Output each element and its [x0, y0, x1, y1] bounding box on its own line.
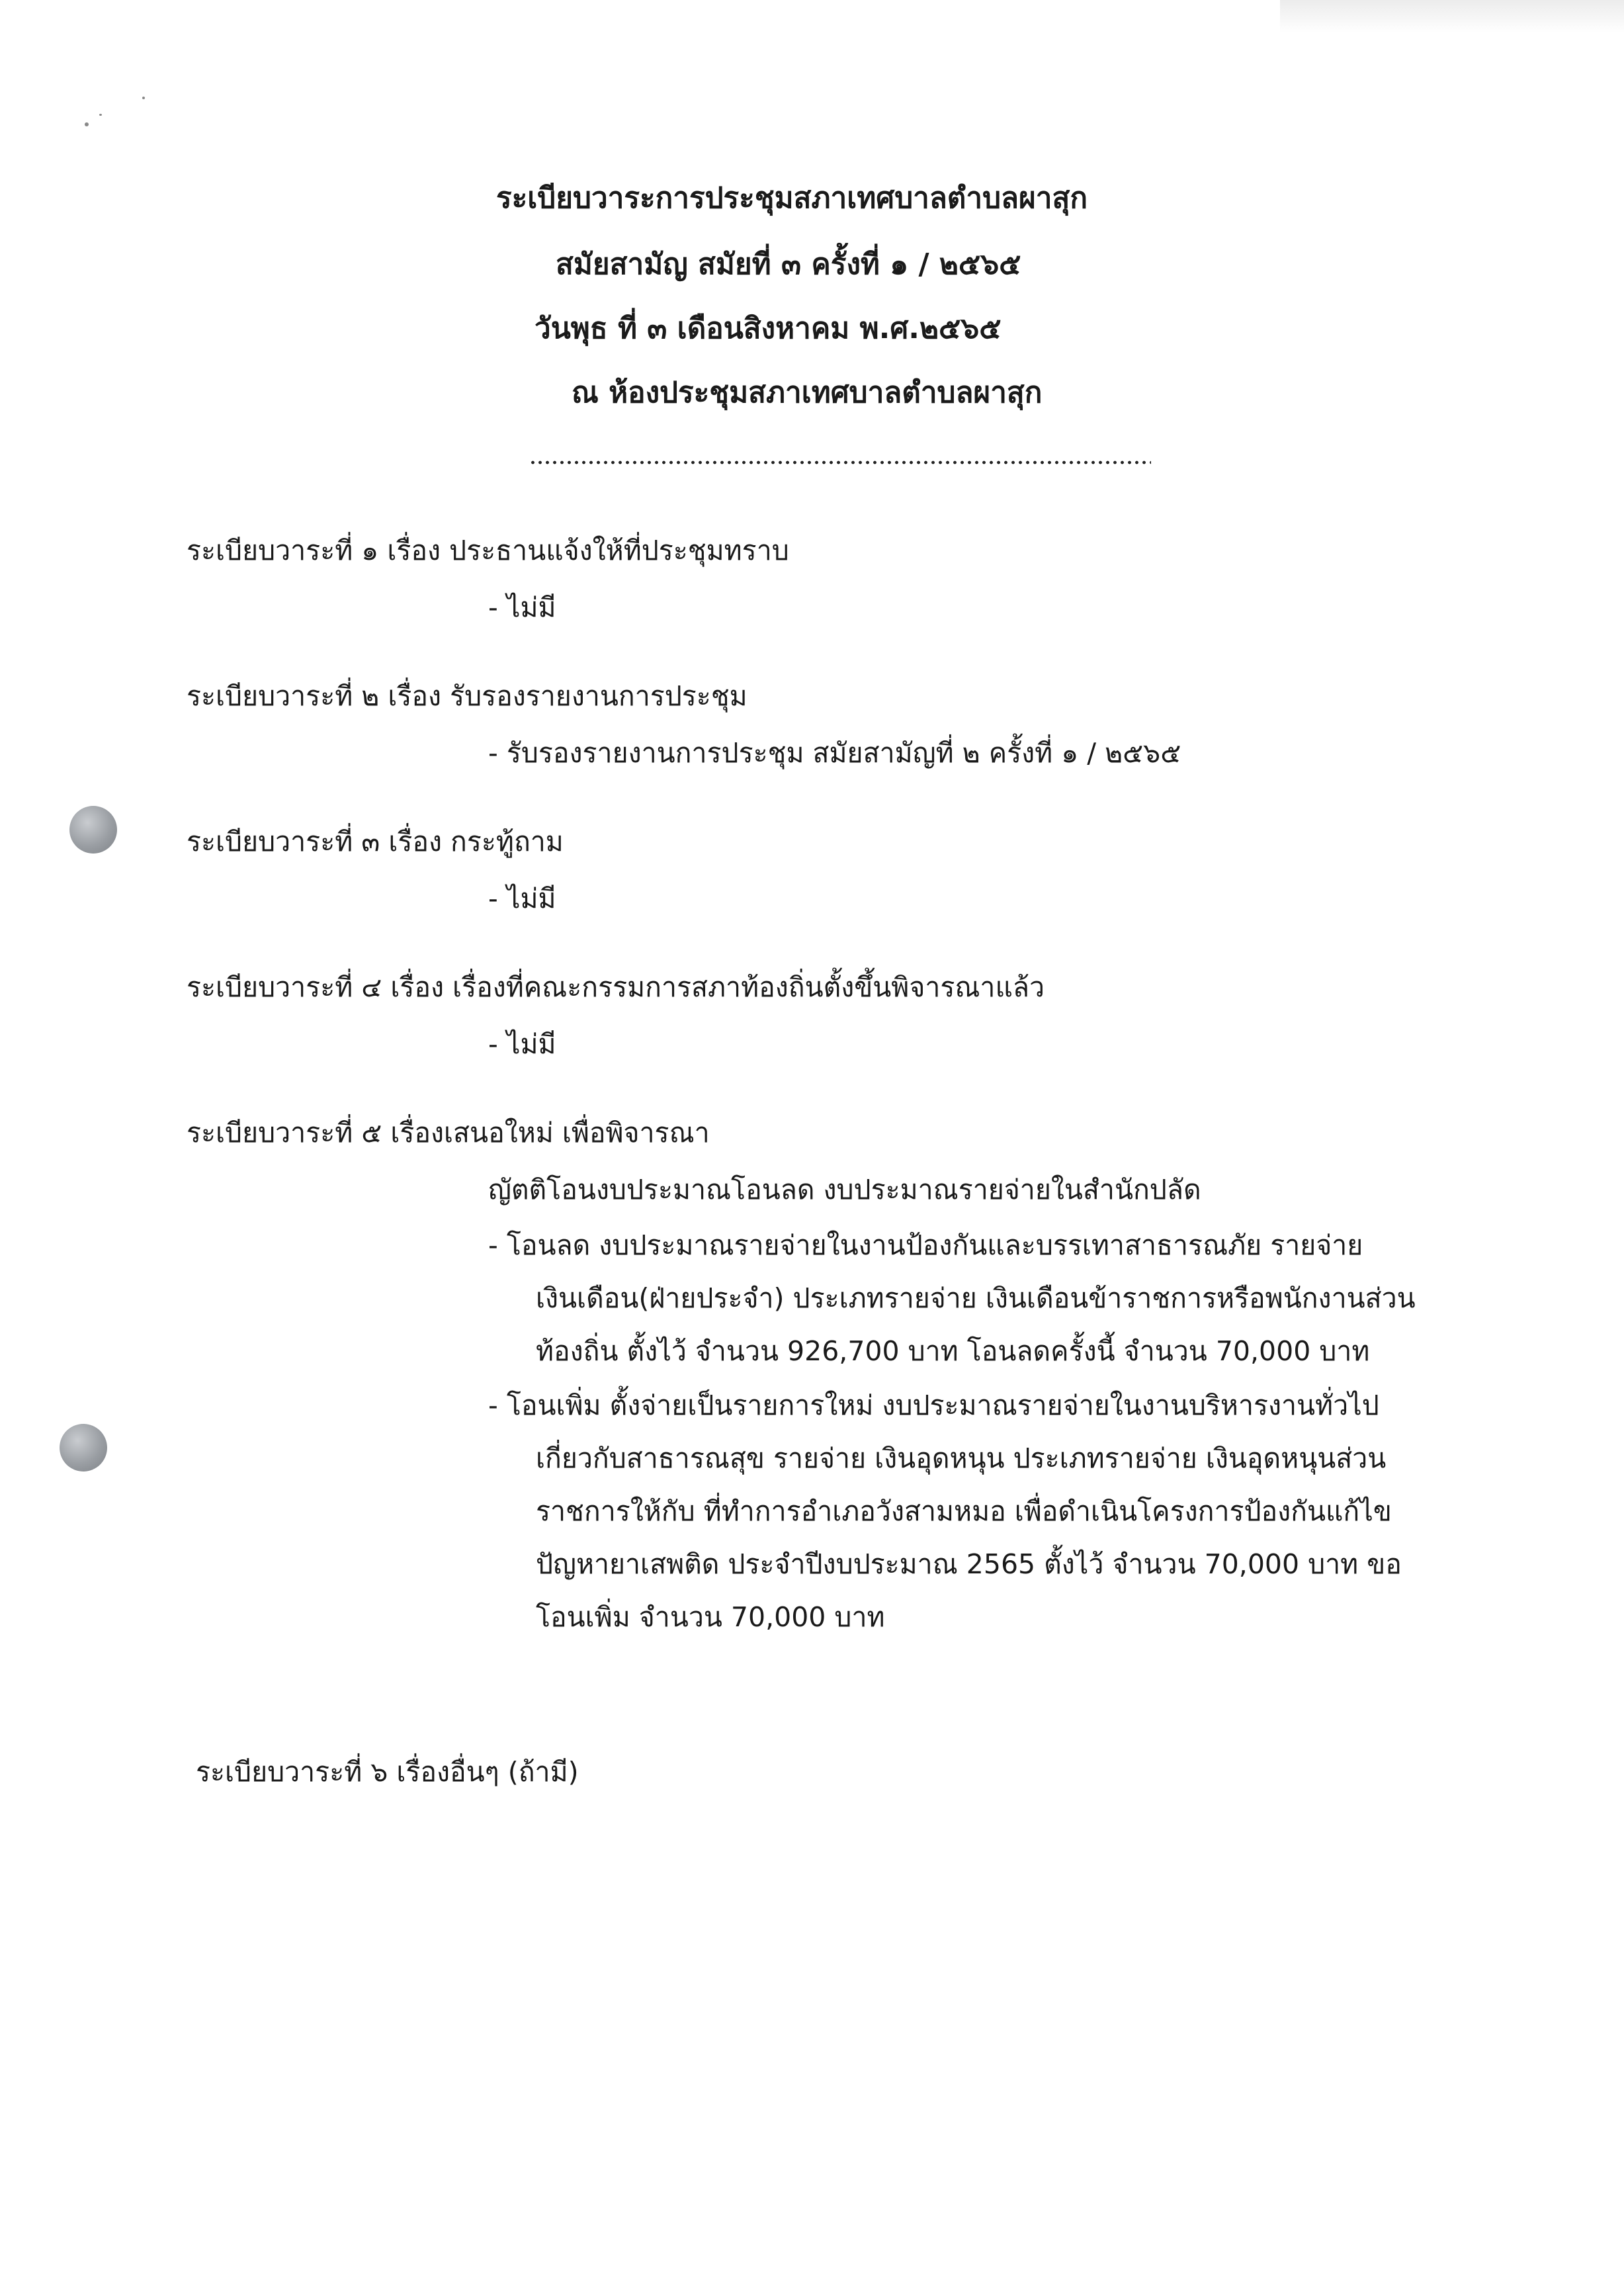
agenda-item-5-bullet-2-line-5: โอนเพิ่ม จำนวน 70,000 บาท — [536, 1601, 885, 1633]
agenda-item-5-bullet-2-line-1: - โอนเพิ่ม ตั้งจ่ายเป็นรายการใหม่ งบประมาณรายจ่ายในงานบริหารงานทั่วไป — [488, 1389, 1379, 1421]
title-line-1: ระเบียบวาระการประชุมสภาเทศบาลตำบลผาสุก — [496, 181, 1088, 215]
agenda-item-3-detail: - ไม่มี — [488, 883, 556, 914]
agenda-item-5-bullet-2-line-4: ปัญหายาเสพติด ประจำปีงบประมาณ 2565 ตั้งไว้ จำนวน 70,000 บาท ขอ — [536, 1548, 1402, 1580]
agenda-item-5-bullet-1-line-1: - โอนลด งบประมาณรายจ่ายในงานป้องกันและบรรเทาสาธารณภัย รายจ่าย — [488, 1229, 1363, 1261]
agenda-item-3-heading: ระเบียบวาระที่ ๓ เรื่อง กระทู้ถาม — [187, 826, 564, 857]
agenda-item-4-detail: - ไม่มี — [488, 1028, 556, 1060]
title-line-4: ณ ห้องประชุมสภาเทศบาลตำบลผาสุก — [572, 376, 1043, 410]
agenda-item-1-heading: ระเบียบวาระที่ ๑ เรื่อง ประธานแจ้งให้ที่ประชุมทราบ — [187, 535, 789, 566]
scan-speck — [142, 97, 145, 99]
scan-smudge — [1280, 0, 1624, 33]
agenda-item-5-bullet-2-line-2: เกี่ยวกับสาธารณสุข รายจ่าย เงินอุดหนุน ประเภทรายจ่าย เงินอุดหนุนส่วน — [536, 1442, 1387, 1474]
punch-hole-top — [69, 806, 117, 854]
agenda-item-2-detail: - รับรองรายงานการประชุม สมัยสามัญที่ ๒ ครั้งที่ ๑ / ๒๕๖๕ — [488, 737, 1181, 769]
scan-speck — [85, 122, 89, 126]
agenda-item-1-detail: - ไม่มี — [488, 592, 556, 623]
agenda-item-5-bullet-1-line-2: เงินเดือน(ฝ่ายประจำ) ประเภทรายจ่าย เงินเดือนข้าราชการหรือพนักงานส่วน — [536, 1282, 1416, 1314]
agenda-item-4-heading: ระเบียบวาระที่ ๔ เรื่อง เรื่องที่คณะกรรมการสภาท้องถิ่นตั้งขึ้นพิจารณาแล้ว — [187, 971, 1045, 1003]
agenda-item-5-heading: ระเบียบวาระที่ ๕ เรื่องเสนอใหม่ เพื่อพิจารณา — [187, 1117, 710, 1149]
title-line-3: วันพุธ ที่ ๓ เดือนสิงหาคม พ.ศ.๒๕๖๕ — [534, 312, 1002, 345]
agenda-item-2-heading: ระเบียบวาระที่ ๒ เรื่อง รับรองรายงานการประชุม — [187, 680, 748, 712]
title-line-2: สมัยสามัญ สมัยที่ ๓ ครั้งที่ ๑ / ๒๕๖๕ — [556, 247, 1021, 281]
agenda-item-5-bullet-2-line-3: ราชการให้กับ ที่ทำการอำเภอวังสามหมอ เพื่อดำเนินโครงการป้องกันแก้ไข — [536, 1495, 1392, 1527]
punch-hole-bottom — [60, 1424, 107, 1471]
agenda-item-6-heading: ระเบียบวาระที่ ๖ เรื่องอื่นๆ (ถ้ามี) — [196, 1756, 579, 1788]
agenda-item-5-bullet-1-line-3: ท้องถิ่น ตั้งไว้ จำนวน 926,700 บาท โอนลดครั้งนี้ จำนวน 70,000 บาท — [536, 1335, 1370, 1367]
dotted-separator — [529, 460, 1151, 465]
scan-speck — [99, 114, 102, 116]
agenda-item-5-subheading: ญัตติโอนงบประมาณโอนลด งบประมาณรายจ่ายในสำนักปลัด — [488, 1174, 1201, 1206]
